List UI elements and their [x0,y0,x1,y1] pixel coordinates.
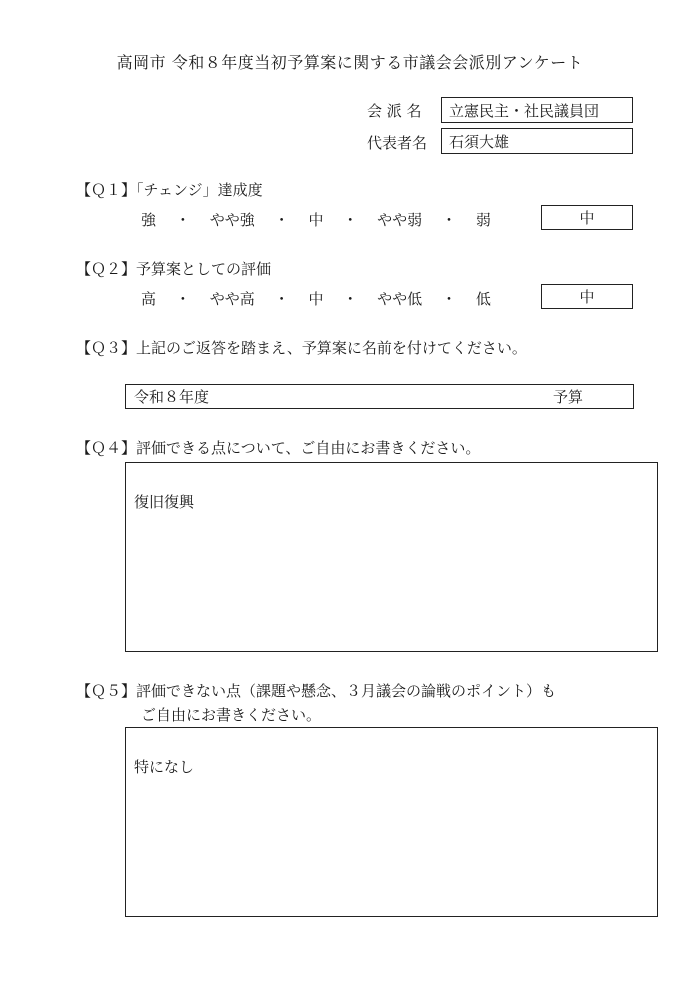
q2-answer-field[interactable] [541,284,633,309]
q2-separator: ・ [342,290,358,308]
q1-separator: ・ [441,211,457,229]
q1-answer-field[interactable] [541,205,633,230]
q1-option: 中 [308,211,324,229]
representative-field[interactable] [441,128,633,154]
q2-option: 低 [475,290,491,308]
q2-option: やや低 [377,290,423,308]
q4-heading: 【Ｑ４】評価できる点について、ご自由にお書きください。 [76,439,481,457]
q3-heading: 【Ｑ３】上記のご返答を踏まえ、予算案に名前を付けてください。 [76,339,527,357]
q1-option: 強 [141,211,157,229]
q2-option: やや高 [209,290,255,308]
q3-prefix: 令和８年度 [134,388,210,406]
representative-label: 代表者名 [367,134,428,152]
q1-separator: ・ [274,211,290,229]
q3-suffix: 予算 [552,388,583,406]
q4-answer: 復旧復興 [134,493,195,511]
faction-field[interactable] [441,97,633,123]
q1-option: やや弱 [377,211,423,229]
q5-heading: 【Ｑ５】評価できない点（課題や懸念、３月議会の論戦のポイント）も [76,682,557,700]
q1-option: 弱 [475,211,491,229]
q5-answer: 特になし [134,758,195,776]
q3-budget-name-field[interactable] [125,384,634,409]
q2-answer: 中 [579,288,595,306]
q1-answer: 中 [579,209,595,227]
representative-value: 石須大雄 [449,132,510,151]
q2-scale [141,288,491,309]
q4-answer-field[interactable] [125,462,658,652]
q5-answer-field[interactable] [125,727,658,917]
q2-separator: ・ [274,290,290,308]
q2-option: 中 [308,290,324,308]
q2-heading: 【Ｑ２】予算案としての評価 [76,260,272,278]
q1-separator: ・ [342,211,358,229]
q1-option: やや強 [209,211,255,229]
faction-value: 立憲民主・社民議員団 [449,101,600,120]
survey-title: 高岡市 令和８年度当初予算案に関する市議会会派別アンケート [116,53,584,72]
faction-label: 会 派 名 [367,102,422,120]
q2-separator: ・ [441,290,457,308]
q2-option: 高 [141,290,157,308]
q2-separator: ・ [175,290,191,308]
q1-scale [141,209,491,230]
q5-heading-continued: ご自由にお書きください。 [141,706,322,724]
q1-heading: 【Ｑ１】「チェンジ」達成度 [76,181,263,199]
q1-separator: ・ [175,211,191,229]
